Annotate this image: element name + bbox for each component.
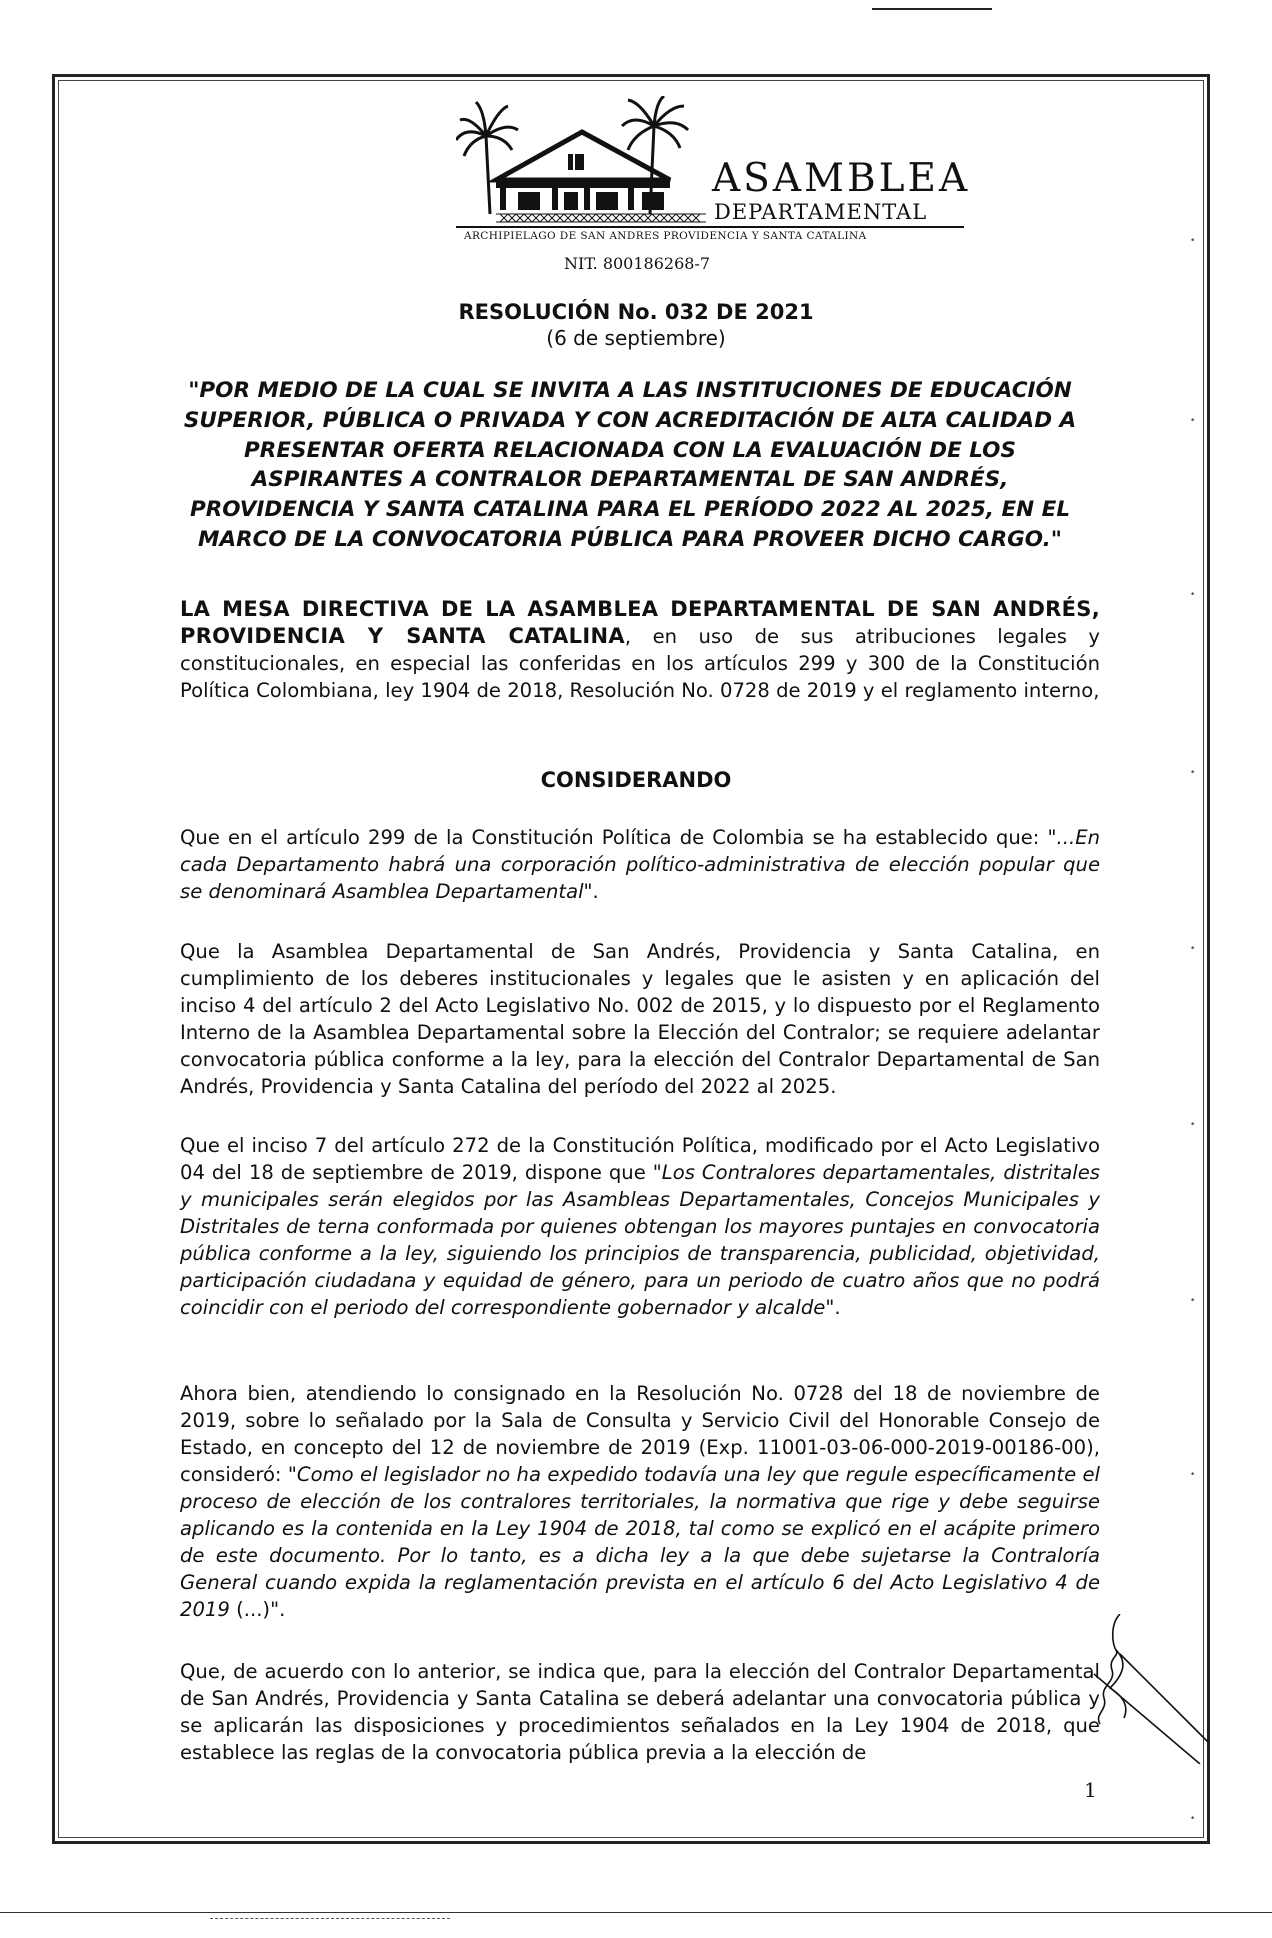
- p1-close: ".: [583, 880, 599, 903]
- assembly-logo: [456, 96, 976, 274]
- p4-intro: Ahora bien, atendiendo lo consignado en la Resolución No. 0728 del 18 de noviembre de 2019, sobre lo señalado por la Sala de Consulta y Servicio Civil del Honorable Consejo de Estado, en concepto del 12 de noviembre de 2019 (Exp. 11001-03-06-000-2019-00186-00), consideró: ": [180, 1382, 1100, 1486]
- p3-quote: Los Contralores departamentales, distritales y municipales serán elegidos por las Asambleas Departamentales, Concejos Municipales y Distritales de terna conformada por quienes obtengan los mayores puntajes en convocatoria pública conforme a la ley, siguiendo los principios de transparencia, publicidad, objetividad, participación ciudadana y equidad de género, para un periodo de cuatro años que no podrá coincidir con el periodo del correspondiente gobernador y alcalde: [180, 1161, 1100, 1319]
- page-number: 1: [1084, 1778, 1097, 1802]
- top-edge-rule: [872, 8, 992, 10]
- handwritten-signature-icon: [1090, 1614, 1210, 1764]
- logo-tagline: ARCHIPIELAGO DE SAN ANDRES PROVIDENCIA Y SANTA CATALINA: [464, 230, 867, 242]
- p3-close: ".: [825, 1296, 841, 1319]
- paragraph-asamblea: Que la Asamblea Departamental de San Andrés, Providencia y Santa Catalina, en cumplimiento de los deberes institucionales y legales que le asisten y en aplicación del inciso 4 del artículo 2 del Acto Legislativo No. 002 de 2015, y lo dispuesto por el Reglamento Interno de la Asamblea Departamental sobre la Elección del Contralor; se requiere adelantar convocatoria pública conforme a la ley, para la elección del Contralor Departamental de San Andrés, Providencia y Santa Catalina del período del 2022 al 2025.: [180, 940, 1100, 1098]
- paragraph-resolution-0728: [180, 1380, 1100, 1623]
- margin-dot: •: [1190, 236, 1196, 246]
- margin-dot: •: [1190, 590, 1196, 600]
- paragraph-conclusion: Que, de acuerdo con lo anterior, se indica que, para la elección del Contralor Departamental de San Andrés, Providencia y Santa Catalina se deberá adelantar una convocatoria pública y se aplicarán las disposiciones y procedimientos señalados en la Ley 1904 de 2018, que establece las reglas de la convocatoria pública previa a la elección de: [180, 1660, 1100, 1764]
- palm-house-logo-icon: [456, 96, 716, 228]
- resolution-subject: "POR MEDIO DE LA CUAL SE INVITA A LAS INSTITUCIONES DE EDUCACIÓN SUPERIOR, PÚBLICA O PRIVADA Y CON ACREDITACIÓN DE ALTA CALIDAD A PRESENTAR OFERTA RELACIONADA CON LA EVALUACIÓN DE LOS ASPIRANTES A CONTRALOR DEPARTAMENTAL DE SAN ANDRÉS, PROVIDENCIA Y SANTA CATALINA PARA EL PERÍODO 2022 AL 2025, EN EL MARCO DE LA CONVOCATORIA PÚBLICA PARA PROVEER DICHO CARGO.": [183, 378, 1077, 552]
- margin-dot: •: [1190, 1296, 1196, 1306]
- margin-dot: •: [1190, 1470, 1196, 1480]
- resolution-date: (6 de septiembre): [546, 326, 726, 350]
- logo-underline: [456, 226, 964, 228]
- preamble-authority: LA MESA DIRECTIVA DE LA ASAMBLEA DEPARTAMENTAL DE SAN ANDRÉS, PROVIDENCIA Y SANTA CATALINA: [180, 597, 1100, 648]
- resolution-title: RESOLUCIÓN No. 032 DE 2021: [458, 300, 814, 324]
- paragraph-article-299: [180, 824, 1100, 905]
- margin-dot: •: [1190, 416, 1196, 426]
- bottom-edge-rule: [0, 1912, 1272, 1913]
- margin-dot: •: [1190, 1120, 1196, 1130]
- p4-close: (...)".: [229, 1598, 286, 1621]
- preamble-text: , en uso de sus atribuciones legales y constitucionales, en especial las conferidas en los artículos 299 y 300 de la Constitución Política Colombiana, ley 1904 de 2018, Resolución No. 0728 de 2019 y el reglamento interno,: [180, 625, 1100, 702]
- logo-subtitle: DEPARTAMENTAL: [714, 200, 928, 224]
- p4-quote: Como el legislador no ha expedido todavía una ley que regule específicamente el proceso de elección de los contralores territoriales, la normativa que rige y debe seguirse aplicando es la contenida en la Ley 1904 de 2018, tal como se explicó en el acápite primero de este documento. Por lo tanto, es a dicha ley a la que debe sujetarse la Contraloría General cuando expida la reglamentación prevista en el artículo 6 del Acto Legislativo 4 de 2019: [180, 1463, 1100, 1621]
- logo-title: ASAMBLEA: [712, 156, 971, 201]
- p1-intro: Que en el artículo 299 de la Constitución Política de Colombia se ha establecido que: ": [180, 826, 1057, 849]
- p1-quote: ...En cada Departamento habrá una corporación político-administrativa de elección popular que se denominará Asamblea Departamental: [180, 826, 1100, 903]
- preamble-paragraph: [180, 596, 1100, 704]
- considerando-heading: CONSIDERANDO: [540, 768, 732, 792]
- nit-number: NIT. 800186268-7: [564, 254, 711, 273]
- p3-intro: Que el inciso 7 del artículo 272 de la Constitución Política, modificado por el Acto Legislativo 04 del 18 de septiembre de 2019, dispone que ": [180, 1134, 1100, 1184]
- paragraph-article-272: [180, 1132, 1100, 1321]
- margin-dot: •: [1190, 768, 1196, 778]
- margin-dot: •: [1190, 944, 1196, 954]
- bottom-edge-rule-dashed: [210, 1918, 450, 1919]
- margin-dot: •: [1190, 1814, 1196, 1824]
